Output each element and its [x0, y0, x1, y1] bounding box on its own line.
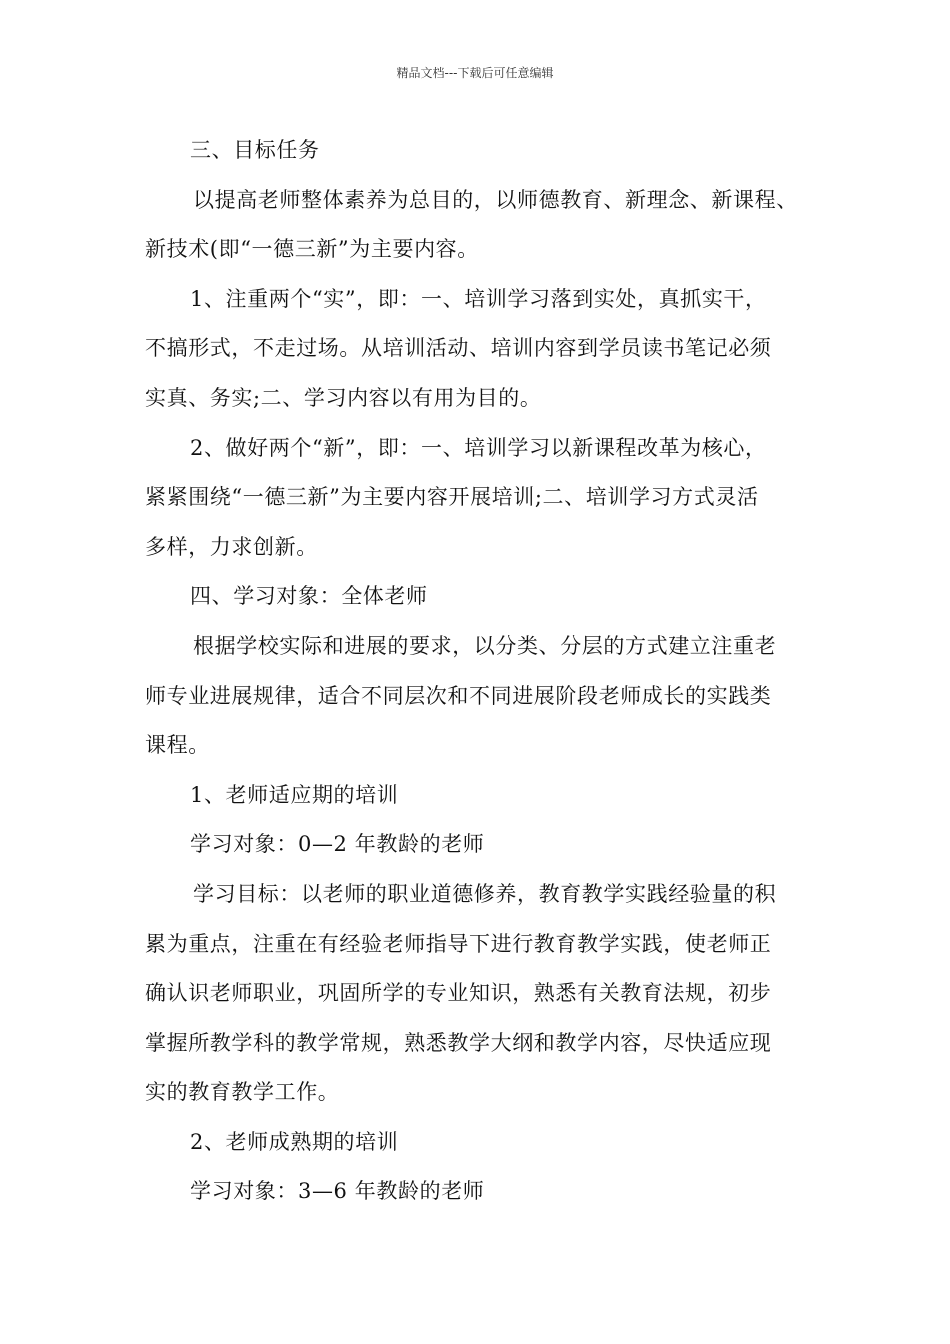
paragraph-line: 学习目标：以老师的职业道德修养，教育教学实践经验量的积 [193, 881, 777, 906]
paragraph-line: 多样，力求创新。 [145, 534, 318, 559]
paragraph-line: 实的教育教学工作。 [145, 1080, 340, 1105]
paragraph-line: 1、注重两个“实”，即：一、培训学习落到实处，真抓实干， [190, 286, 767, 311]
document-body [145, 126, 825, 1217]
paragraph-line: 掌握所教学科的教学常规，熟悉教学大纲和教学内容，尽快适应现 [145, 1030, 772, 1055]
subsection-heading: 1、老师适应期的培训 [190, 782, 399, 807]
paragraph-line: 实真、务实;二、学习内容以有用为目的。 [145, 385, 542, 410]
subsection-heading: 2、老师成熟期的培训 [190, 1129, 399, 1154]
section-heading: 三、目标任务 [190, 138, 320, 162]
paragraph-line: 新技术(即“一德三新”为主要内容。 [145, 237, 479, 262]
paragraph-line: 学习对象：0—2 年教龄的老师 [190, 832, 485, 857]
paragraph-line: 紧紧围绕“一德三新”为主要内容开展培训;二、培训学习方式灵活 [145, 485, 759, 510]
page-header: 精品文档---下载后可任意编辑 [396, 66, 554, 80]
paragraph-line: 学习对象：3—6 年教龄的老师 [190, 1179, 485, 1204]
paragraph-line: 累为重点，注重在有经验老师指导下进行教育教学实践，使老师正 [145, 931, 772, 956]
paragraph-line: 不搞形式，不走过场。从培训活动、培训内容到学员读书笔记必须 [145, 336, 772, 361]
paragraph-line: 确认识老师职业，巩固所学的专业知识，熟悉有关教育法规，初步 [145, 981, 772, 1006]
paragraph-line: 课程。 [145, 733, 210, 758]
paragraph-line: 根据学校实际和进展的要求，以分类、分层的方式建立注重老 [193, 633, 777, 658]
paragraph-line: 2、做好两个“新”，即：一、培训学习以新课程改革为核心， [190, 435, 767, 460]
paragraph-line: 以提高老师整体素养为总目的，以师德教育、新理念、新课程、 [193, 187, 798, 212]
section-heading: 四、学习对象：全体老师 [190, 584, 428, 609]
paragraph-line: 师专业进展规律，适合不同层次和不同进展阶段老师成长的实践类 [145, 683, 772, 708]
